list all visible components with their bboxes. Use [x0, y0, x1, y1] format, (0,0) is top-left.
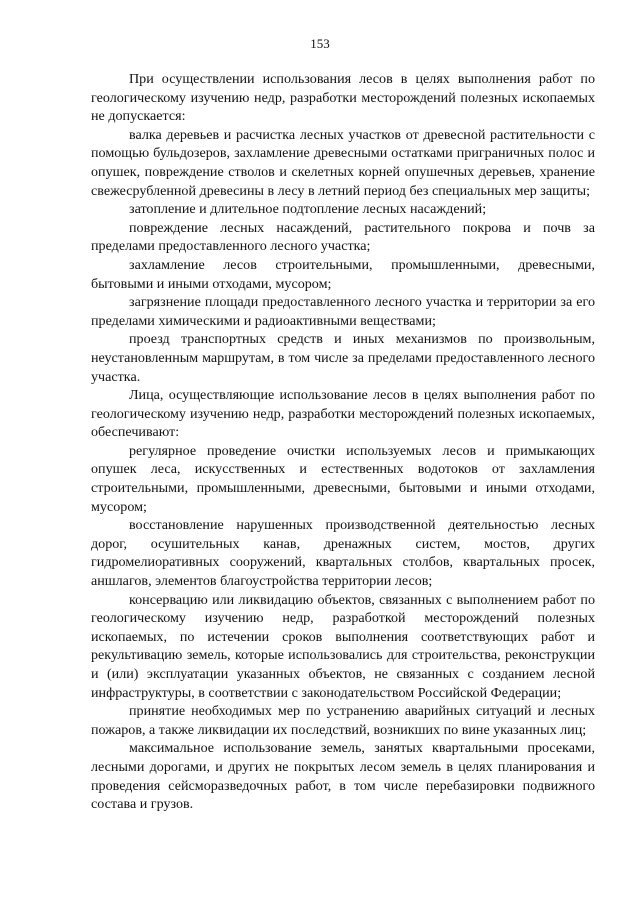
paragraph-land-use: максимальное использование земель, занятых квартальными просеками, лесными дорогами, и других не покрытых лесом земель в целях планирования и проведения сейсморазведочных работ, в том числе перебазировки подвижного состава и грузов.	[91, 740, 595, 813]
paragraph-tree-felling: валка деревьев и расчистка лесных участков от древесной растительности с помощью бульдозеров, захламление древесными остатками приграничных полос и опушек, повреждение стволов и скелетных корней опушечных деревьев, хранение свежесрубленной древесины в лесу в летний период без специальных мер защиты;	[91, 126, 595, 199]
paragraph-cleaning: регулярное проведение очистки используемых лесов и примыкающих опушек леса, искусственных и естественных водотоков от захламления строительными, промышленными, древесными, бытовыми и иными отходами, мусором;	[91, 442, 595, 515]
paragraph-conservation: консервацию или ликвидацию объектов, связанных с выполнением работ по геологическому изучению недр, разработкой месторождений полезных ископаемых, по истечении сроков выполнения соответствующих работ и рекультивацию земель, которые использовались для строительства, реконструкции и (или) эксплуатации указанных объектов, не связанных с созданием лесной инфраструктуры, в соответствии с законодательством Российской Федерации;	[91, 591, 595, 701]
paragraph-contamination: загрязнение площади предоставленного лесного участка и территории за его пределами химическими и радиоактивными веществами;	[91, 294, 595, 329]
paragraph-obligations-intro: Лица, осуществляющие использование лесов в целях выполнения работ по геологическому изучению недр, разработки месторождений полезных ископаемых, обеспечивают:	[91, 387, 595, 441]
paragraph-damage-outside-plot: повреждение лесных насаждений, растительного покрова и почв за пределами предоставленного лесного участка;	[91, 219, 595, 255]
page-number: 153	[310, 36, 330, 51]
paragraph-prohibitions-intro: При осуществлении использования лесов в целях выполнения работ по геологическому изучению недр, разработки месторождений полезных ископаемых не допускается:	[91, 71, 595, 125]
paragraph-littering: захламление лесов строительными, промышленными, древесными, бытовыми и иными отходами, мусором;	[91, 256, 595, 292]
paragraph-restoration: восстановление нарушенных производственной деятельностью лесных дорог, осушительных канав, дренажных систем, мостов, других гидромелиоративных сооружений, квартальных столбов, квартальных просек, аншлагов, элементов благоустройства территории лесов;	[91, 517, 595, 590]
document-body	[91, 70, 595, 814]
paragraph-flooding: затопление и длительное подтопление лесных насаждений;	[129, 201, 487, 218]
paragraph-emergency-measures: принятие необходимых мер по устранению аварийных ситуаций и лесных пожаров, а также ликвидации их последствий, возникших по вине указанных лиц;	[91, 703, 595, 738]
paragraph-vehicle-passage: проезд транспортных средств и иных механизмов по произвольным, неустановленным маршрутам, в том числе за пределами предоставленного лесного участка.	[91, 331, 595, 385]
